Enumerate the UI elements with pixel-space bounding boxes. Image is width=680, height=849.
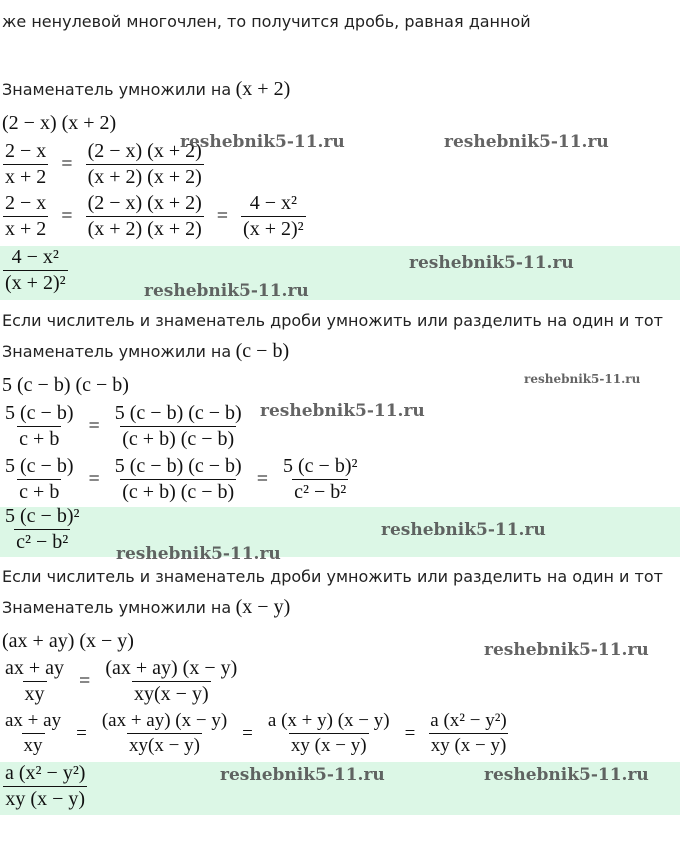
fraction-den: xy — [23, 735, 43, 756]
answer-den: xy (x − y) — [5, 788, 86, 810]
multiplied-line-3 — [2, 596, 290, 619]
answer-num: 4 − x² — [11, 246, 59, 268]
fraction-num: 2 − x — [5, 192, 47, 214]
equation-2b: $\frac{5 (c - b)}{c + b}$ = $\frac{5 (c - b) (c - b)}{(c + b) (c - b)}$ = $\frac{\text{5 (c − b)²}}{\text{c² − b²}}$ — [5, 455, 358, 503]
product-3: (ax + ay) (x − y) — [2, 630, 134, 652]
watermark: reshebnik5-11.ru — [484, 640, 649, 660]
fraction-num: (2 − x) (x + 2) — [87, 140, 202, 162]
watermark: reshebnik5-11.ru — [524, 372, 641, 386]
fraction-den: c² − b² — [294, 481, 347, 503]
product-2: 5 (c − b) (c − b) — [2, 374, 129, 396]
multiplied-line-2 — [2, 340, 289, 363]
fraction-num: (ax + ay) (x − y) — [105, 657, 238, 679]
product-1: (2 − x) (x + 2) — [2, 112, 117, 134]
fraction-num: 5 (c − b) — [5, 402, 74, 424]
watermark: reshebnik5-11.ru — [409, 253, 574, 273]
fraction-den: x + 2 — [5, 218, 47, 240]
answer-num: 5 (c − b)² — [5, 505, 80, 527]
fraction-den: (c + b) (c − b) — [122, 428, 235, 450]
fraction-num: ax + ay — [5, 710, 62, 731]
fraction-num: (ax + ay) (x − y) — [101, 710, 228, 731]
fraction-num: 5 (c − b) (c − b) — [114, 455, 242, 477]
watermark: reshebnik5-11.ru — [116, 544, 281, 564]
fraction-num: 5 (c − b) — [5, 455, 74, 477]
watermark: reshebnik5-11.ru — [180, 132, 345, 152]
fraction-num: (2 − x) (x + 2) — [87, 192, 202, 214]
rule-text-1: Если числитель и знаменатель дроби умножить или разделить на один и тот — [2, 311, 663, 330]
equation-3b: $\frac{ax + ay}{xy}$ = $\frac{(ax + ay) (x - y)}{xy(x - y)}$ = $\frac{a (x + y) (x - y)}{xy (x - y)}$ = $\frac{\text{a (x² − y²)}}{xy (x - y)}$ — [5, 710, 507, 756]
watermark: reshebnik5-11.ru — [260, 401, 425, 421]
fraction-den: c + b — [19, 481, 60, 503]
fraction-den: xy(x − y) — [134, 683, 209, 705]
fraction-num: a (x + y) (x − y) — [267, 710, 390, 731]
fraction-den: x + 2 — [5, 166, 47, 188]
watermark: reshebnik5-11.ru — [444, 132, 609, 152]
factor-3: (x − y) — [235, 596, 291, 618]
answer-den: (x + 2)² — [5, 272, 66, 294]
fraction-den: xy (x − y) — [290, 735, 367, 756]
rule-text-2: Если числитель и знаменатель дроби умножить или разделить на один и тот — [2, 567, 663, 586]
answer-2 — [0, 505, 84, 554]
answer-num: a (x² − y²) — [5, 762, 86, 784]
equation-3a: $\frac{ax + ay}{xy}$ = $\frac{(ax + ay) (x - y)}{xy(x - y)}$ — [5, 657, 238, 705]
answer-den: c² − b² — [16, 531, 69, 553]
fraction-den: c + b — [19, 428, 60, 450]
fraction-den: (x + 2) (x + 2) — [87, 166, 202, 188]
fraction-den: (x + 2)² — [243, 218, 304, 240]
equation-2a: $\frac{5 (c - b)}{c + b}$ = $\frac{5 (c - b) (c - b)}{(c + b) (c - b)}$ — [5, 402, 242, 450]
fraction-num: 5 (c − b)² — [283, 455, 358, 477]
fraction-den: xy (x − y) — [430, 735, 507, 756]
answer-highlight-1 — [0, 246, 680, 300]
intro-text: же ненулевой многочлен, то получится дробь, равная данной — [2, 12, 531, 31]
fraction-num: a (x² − y²) — [430, 710, 507, 731]
watermark: reshebnik5-11.ru — [220, 765, 385, 785]
fraction-num: 4 − x² — [249, 192, 297, 214]
multiplied-line-1 — [2, 78, 290, 101]
answer-highlight-2 — [0, 507, 680, 557]
multiplied-label: Знаменатель умножили на — [2, 342, 232, 361]
watermark: reshebnik5-11.ru — [144, 281, 309, 301]
watermark: reshebnik5-11.ru — [484, 765, 649, 785]
answer-3 — [0, 762, 90, 811]
fraction-num: 2 − x — [5, 140, 47, 162]
fraction-den: xy — [24, 683, 45, 705]
fraction-num: ax + ay — [5, 657, 65, 679]
fraction-den: xy(x − y) — [129, 735, 200, 756]
watermark: reshebnik5-11.ru — [381, 520, 546, 540]
multiplied-label: Знаменатель умножили на — [2, 80, 232, 99]
fraction-den: (x + 2) (x + 2) — [87, 218, 202, 240]
fraction-den: (c + b) (c − b) — [122, 481, 235, 503]
answer-1 — [0, 246, 71, 295]
factor-1: (x + 2) — [235, 78, 291, 100]
multiplied-label: Знаменатель умножили на — [2, 598, 232, 617]
fraction-num: 5 (c − b) (c − b) — [114, 402, 242, 424]
equation-1a: $\frac{2 - x}{x + 2}$ = $\frac{(2 - x) (x + 2)}{(x + 2) (x + 2)}$ — [5, 140, 202, 188]
equation-1b: $\frac{2 - x}{x + 2}$ = $\frac{(2 - x) (x + 2)}{(x + 2) (x + 2)}$ = $\frac{\text{4 − x²}}{\text{(x + 2)²}}$ — [5, 192, 304, 240]
factor-2: (c − b) — [235, 340, 290, 362]
